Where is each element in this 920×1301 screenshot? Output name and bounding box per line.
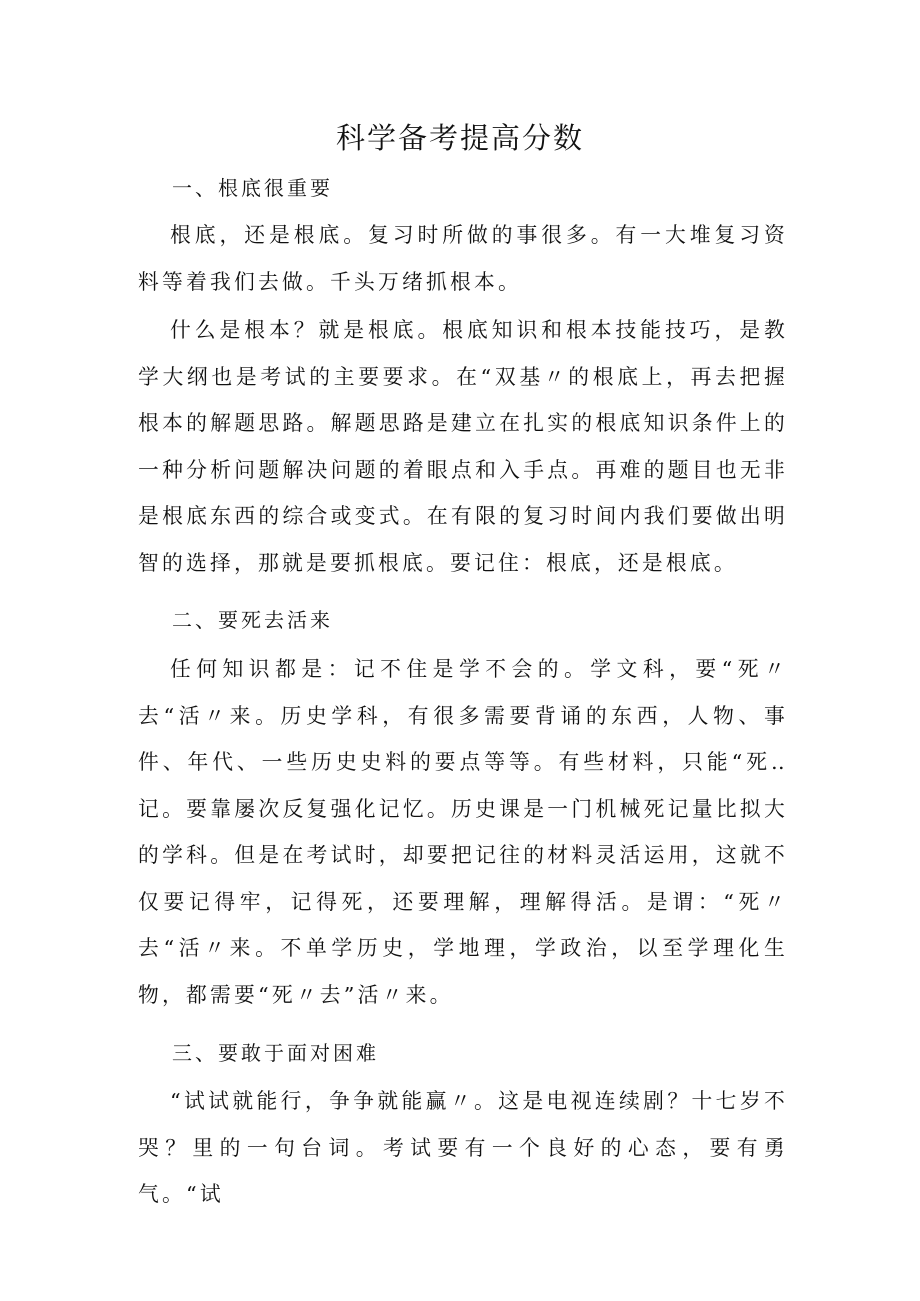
paragraph: 任何知识都是：记不住是学不会的。学文科，要“死〃去“活〃来。历史学科，有很多需要背诵的东西，人物、事件、年代、一些历史史料的要点等等。有些材料，只能“死‥记。要靠屡次反复强化记忆。历史课是一门机械死记量比拟大的学科。但是在考试时，却要把记往的材料灵活运用，这就不仅要记得牢，记得死，还要理解，理解得活。是谓：“死〃去“活〃来。不单学历史，学地理，学政治，以至学理化生物，都需要“死〃去”活〃来。 xyxy=(138,657,788,1007)
section-heading-3: 三、要敢于面对困难 xyxy=(172,1041,379,1065)
section-heading-1: 一、根底很重要 xyxy=(172,176,333,200)
paragraph: “试试就能行，争争就能赢〃。这是电视连续剧？十七岁不哭？里的一句台词。考试要有一个良好的心态，要有勇气。“试 xyxy=(138,1089,788,1206)
section-heading-2: 二、要死去活来 xyxy=(172,608,333,632)
paragraph: 根底，还是根底。复习时所做的事很多。有一大堆复习资料等着我们去做。千头万绪抓根本。 xyxy=(138,223,788,294)
document-title: 科学备考提高分数 xyxy=(335,121,584,155)
paragraph: 什么是根本？就是根底。根底知识和根本技能技巧，是教学大纲也是考试的主要要求。在“双基〃的根底上，再去把握根本的解题思路。解题思路是建立在扎实的根底知识条件上的一种分析问题解决问题的着眼点和入手点。再难的题目也无非是根底东西的综合或变式。在有限的复习时间内我们要做出明智的选择，那就是要抓根底。要记住：根底，还是根底。 xyxy=(138,318,788,575)
